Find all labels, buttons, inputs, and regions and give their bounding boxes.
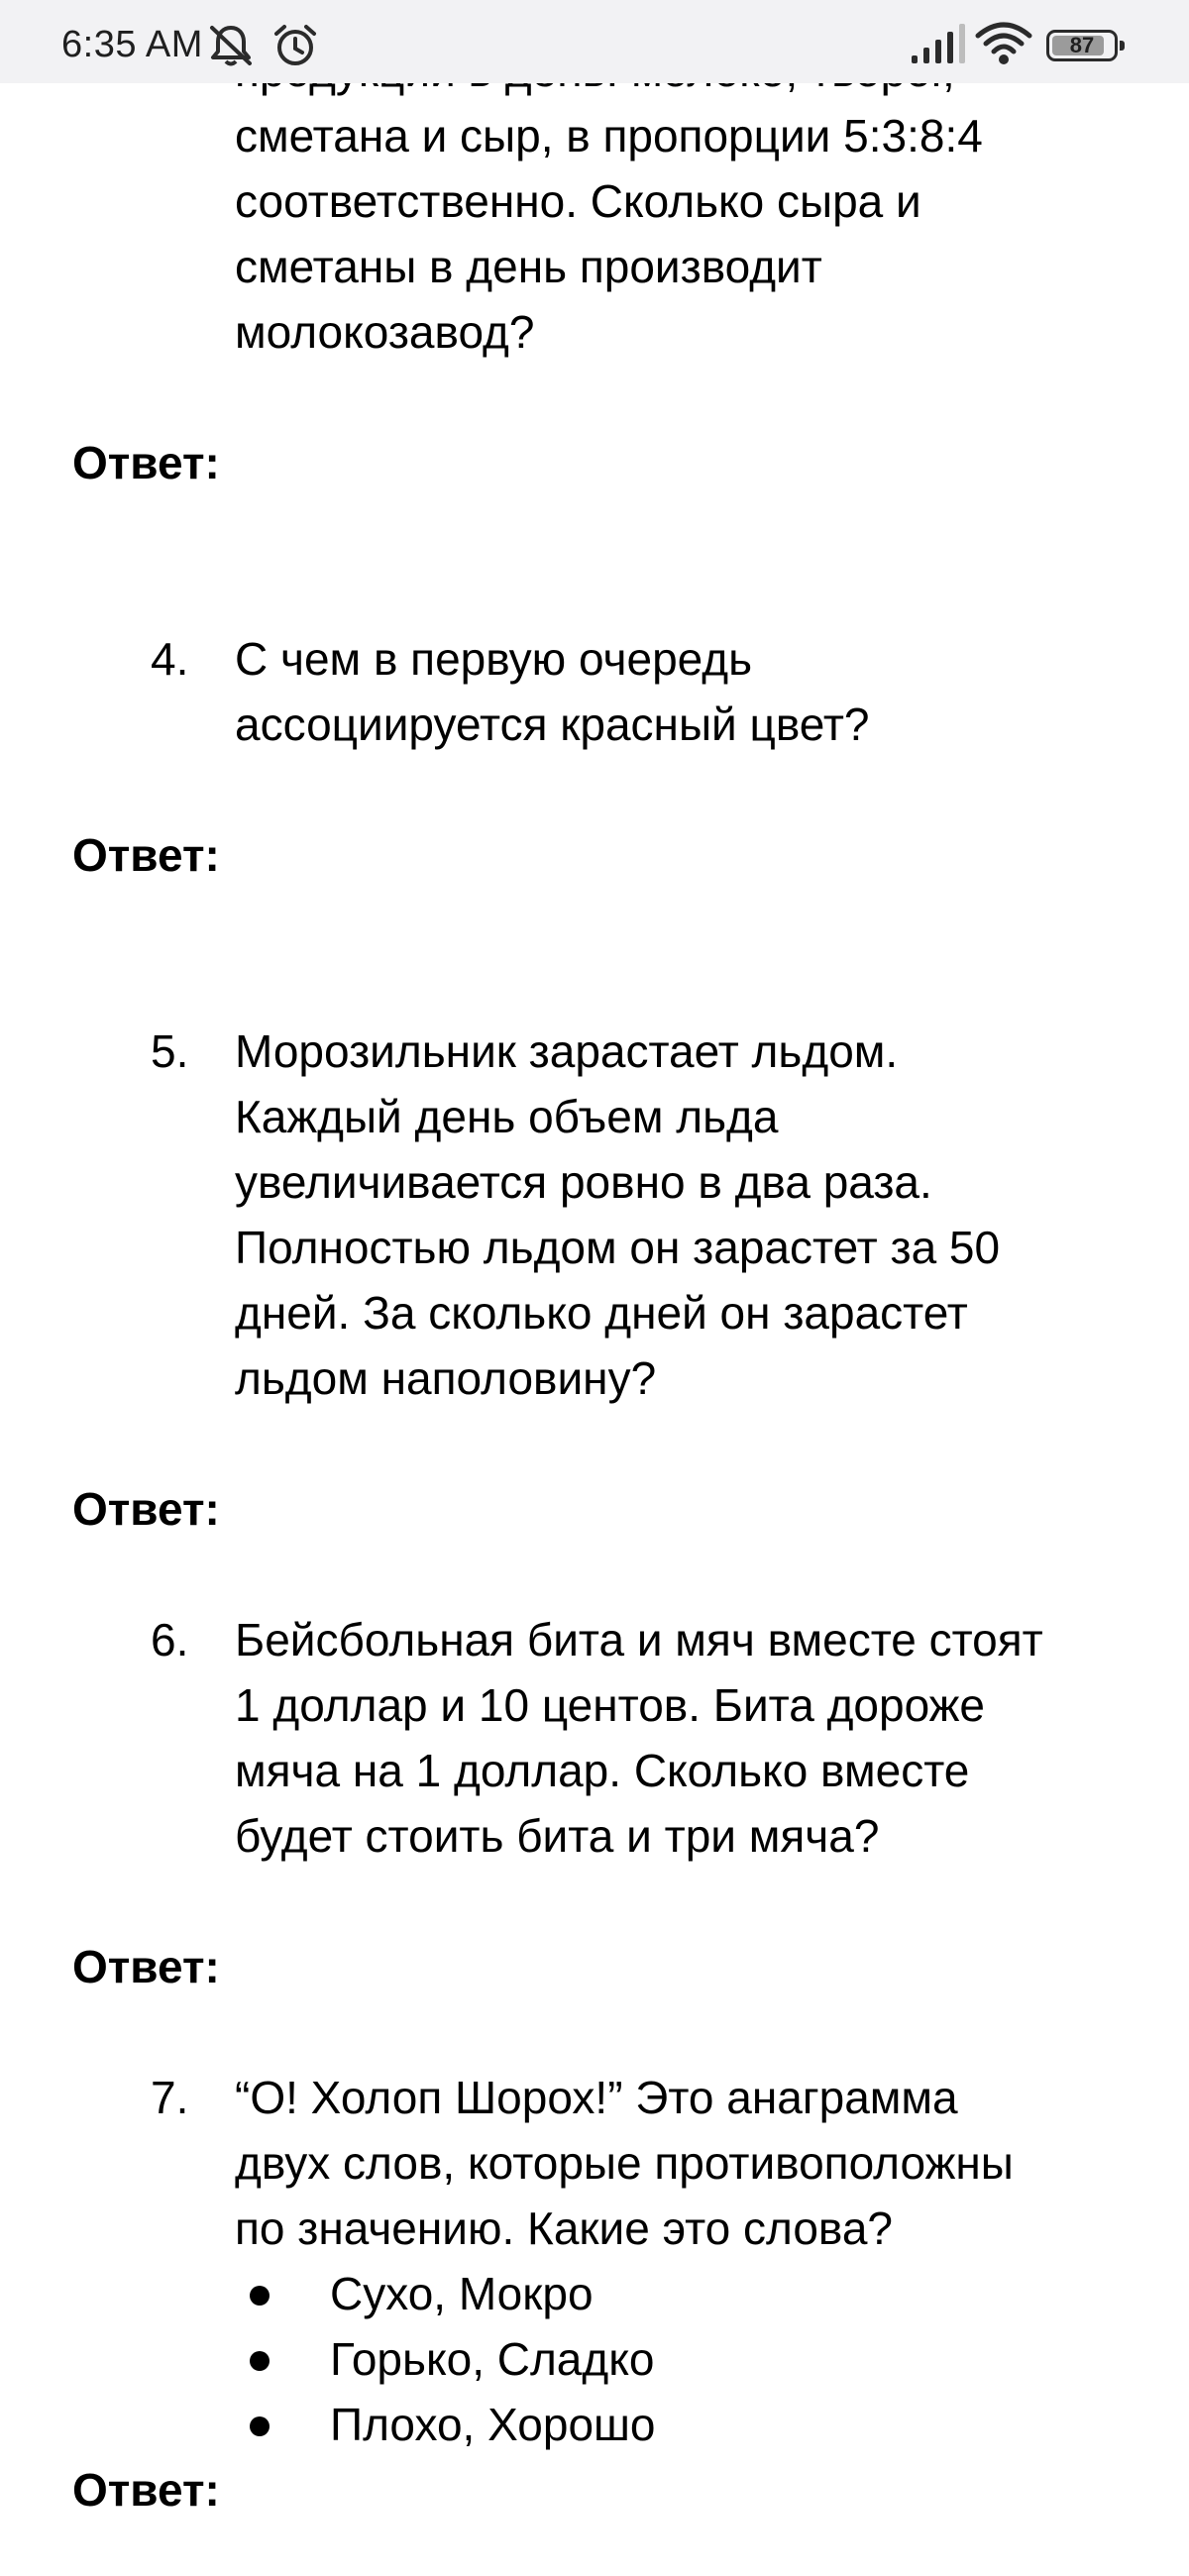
bullet-icon [250,2416,270,2436]
status-bar [0,0,1189,83]
answer-label-6: Ответ: [72,1941,220,1992]
option-1: Сухо, Мокро [330,2268,594,2319]
option-2: Горько, Сладко [330,2333,655,2385]
question-6-line-1: Бейсбольная бита и мяч вместе стоят [235,1614,1043,1665]
bullet-icon [250,2351,270,2371]
question-6-line-2: 1 доллар и 10 центов. Бита дороже [235,1679,986,1731]
question-5-line-1: Морозильник зарастает льдом. [235,1025,899,1077]
wifi-icon [975,22,1032,67]
status-time: 6:35 AM [61,24,203,65]
question-7-line-3: по значению. Какие это слова? [235,2202,894,2254]
question-7-line-1: “О! Холоп Шорох!” Это анаграмма [235,2072,958,2123]
question-6-line-4: будет стоить бита и три мяча? [235,1810,880,1862]
battery-percentage: 87 [1069,33,1095,57]
question-3-line-4: сметаны в день производит [235,241,822,292]
question-5-number: 5. [151,1025,189,1077]
bullet-icon [250,2286,270,2306]
question-5-line-4: Полностью льдом он зарастет за 50 [235,1222,1001,1273]
question-4-number: 4. [151,633,189,685]
answer-label-3: Ответ: [72,437,220,488]
mute-icon [206,22,256,67]
question-6-number: 6. [151,1614,189,1665]
answer-label-7: Ответ: [72,2464,220,2516]
question-5-line-5: дней. За сколько дней он зарастет [235,1287,968,1339]
question-5-line-2: Каждый день объем льда [235,1091,779,1142]
question-4-line-1: С чем в первую очередь [235,633,753,685]
question-6-line-3: мяча на 1 доллар. Сколько вместе [235,1745,970,1796]
answer-label-5: Ответ: [72,1483,220,1535]
question-3-line-3: соответственно. Сколько сыра и [235,175,921,227]
alarm-icon [271,22,319,69]
battery-icon [1046,30,1118,61]
question-7-line-2: двух слов, которые противоположны [235,2137,1014,2189]
answer-label-4: Ответ: [72,829,220,881]
question-3-line-2: сметана и сыр, в пропорции 5:3:8:4 [235,110,983,161]
question-5-line-3: увеличивается ровно в два раза. [235,1156,932,1208]
question-3-line-5: молокозавод? [235,306,535,358]
question-4-line-2: ассоциируется красный цвет? [235,698,870,750]
option-3: Плохо, Хорошо [330,2399,656,2450]
signal-icon [910,22,965,65]
question-5-line-6: льдом наполовину? [235,1352,657,1404]
question-7-number: 7. [151,2072,189,2123]
